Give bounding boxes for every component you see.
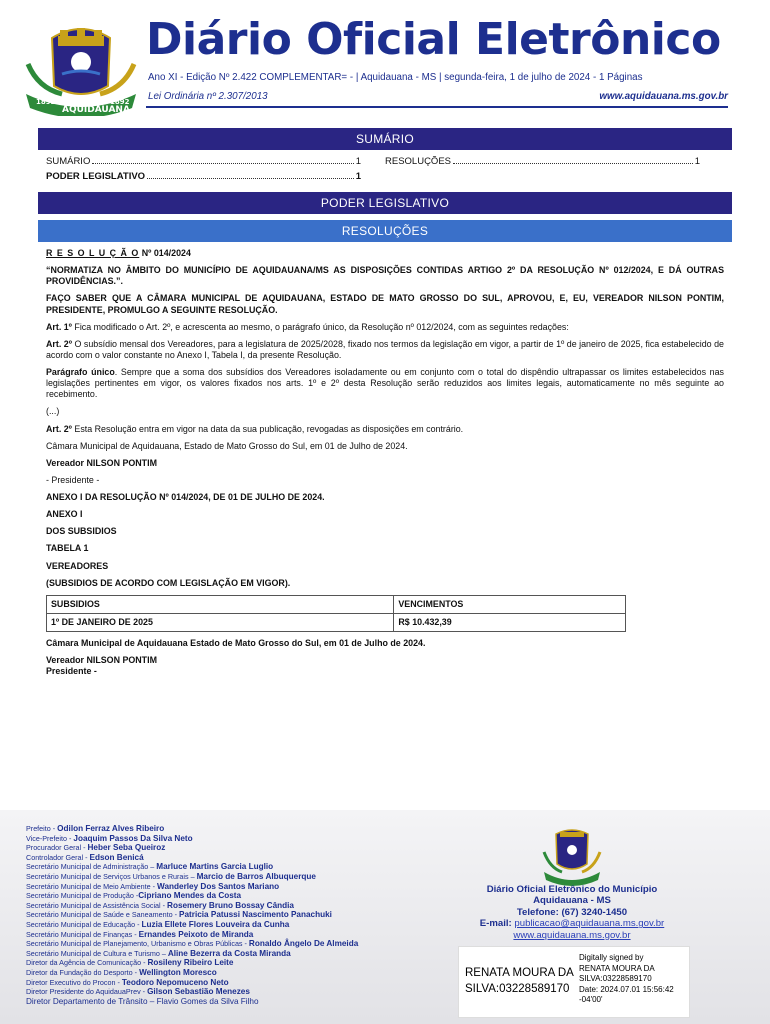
official-role: Diretor da Agência de Comunicação - (26, 958, 148, 968)
article-2: Art. 2º O subsídio mensal dos Vereadores, para a legislatura de 2025/2028, fixado nos termos da legislação em vigor, a partir de 1º de janeiro de 2025, fica estabelecido de acordo com o valor constante no Anexo I, Tabela I, da presente Resolução. (46, 338, 724, 360)
email-link[interactable]: publicacao@aquidauana.ms.gov.br (514, 918, 665, 930)
signer-name: Vereador NILSON PONTIM (46, 457, 157, 468)
table-header-cell: VENCIMENTOS (394, 595, 626, 613)
svg-text:1892: 1892 (36, 98, 56, 106)
header (0, 0, 770, 120)
official-row-last: Diretor Departamento de Trânsito – Flavio Gomes da Silva Filho (26, 996, 259, 1006)
main-content (38, 128, 732, 683)
toc-leader (92, 163, 353, 164)
contact-block (462, 884, 682, 941)
municipal-crest-logo (22, 24, 140, 116)
toc-right-column (385, 156, 724, 186)
resolution-preamble: FAÇO SABER QUE A CÂMARA MUNICIPAL DE AQUIDAUANA, ESTADO DE MATO GROSSO DO SUL, APROVOU, E, EU, VEREADOR NILSON PONTIM, PRESIDENTE, PROMULGO A SEGUINTE RESOLUÇÃO. (46, 293, 724, 315)
subsection-heading: RESOLUÇÕES (38, 220, 732, 242)
dos-subsidios: DOS SUBSIDIOS (46, 526, 117, 537)
officials-list (26, 824, 358, 1006)
signature-details: Digitally signed by RENATA MOURA DA SILVA:03228589170 Date: 2024.07.01 15:56:42 -04'00' (579, 953, 674, 1004)
official-role: Secretário Municipal de Produção - (26, 891, 139, 901)
paragrafo-unico: Parágrafo único. Sempre que a soma dos subsídios dos Vereadores isoladamente ou em conjunto com o total do dispêndio ultrapassar os limites estabelecidos nas legislações pertinentes em vigor, os valores fixados nos arts. 1º e 2º desta Resolução serão reduzidos aos limites legais, automaticamente no mês seguinte ao recebimento. (46, 367, 724, 400)
official-row (26, 824, 358, 834)
official-row (26, 853, 358, 863)
official-row (26, 882, 358, 892)
official-role: Secretário Municipal de Administração – (26, 862, 157, 872)
svg-text:1892: 1892 (110, 98, 130, 106)
official-name: Wellington Moresco (139, 967, 217, 977)
official-row (26, 834, 358, 844)
official-name: Odilon Ferraz Alves Ribeiro (57, 824, 165, 833)
footer-site-link[interactable]: www.aquidauana.ms.gov.br (513, 929, 631, 941)
official-name: Rosemery Bruno Bossay Cândia (167, 900, 294, 910)
official-name: Heber Seba Queiroz (87, 843, 166, 853)
place-date-2: Câmara Municipal de Aquidauana Estado de Mato Grosso do Sul, em 01 de Julho de 2024. (46, 638, 426, 648)
tabela-label: TABELA 1 (46, 543, 89, 554)
official-role: Secretário Municipal de Cultura e Turismo – (26, 948, 168, 958)
official-name: Marluce Martins Garcia Luglio (156, 862, 274, 872)
official-name: Rosileny Ribeiro Leite (147, 958, 234, 968)
toc-page: 1 (355, 171, 361, 182)
official-name: Teodoro Nepomuceno Neto (121, 977, 229, 987)
resolution-id: R E S O L U Ç Ã O Nº 014/2024 (46, 248, 191, 258)
official-row (26, 939, 358, 949)
table-cell: R$ 10.432,39 (394, 613, 626, 631)
toc-leader (453, 163, 693, 164)
toc-entry-sumario[interactable] (46, 156, 361, 167)
official-role: Diretor Executivo do Procon - (26, 977, 122, 987)
ellipsis: (...) (46, 406, 60, 417)
official-row (26, 978, 358, 988)
header-divider (146, 106, 728, 108)
contact-city: Aquidauana - MS (533, 895, 611, 907)
official-role: Procurador Geral - (26, 843, 88, 853)
table-row (47, 613, 626, 631)
toc-label: SUMÁRIO (46, 156, 91, 167)
official-role: Vice-Prefeito - (26, 833, 74, 843)
subsidios-note: (SUBSIDIOS DE ACORDO COM LEGISLAÇÃO EM VIGOR). (46, 577, 291, 588)
official-name: Gilson Sebastião Menezes (147, 987, 250, 997)
page-title: Diário Oficial Eletrônico (146, 14, 721, 65)
table-cell: 1º DE JANEIRO DE 2025 (47, 613, 394, 631)
official-name: Wanderley Dos Santos Mariano (157, 881, 280, 891)
table-header-cell: SUBSIDIOS (47, 595, 394, 613)
toc-entry-resolucoes[interactable] (385, 156, 700, 167)
official-role: Secretário Municipal de Planejamento, Urbanismo e Obras Públicas - (26, 939, 249, 949)
official-row (26, 930, 358, 940)
article-1: Art. 1º Fica modificado o Art. 2º, e acrescenta ao mesmo, o parágrafo único, da Resolução nº 012/2024, com as seguintes redações: (46, 321, 569, 332)
official-role: Secretário Municipal de Meio Ambiente - (26, 881, 158, 891)
table-of-contents (38, 156, 732, 186)
official-name: Aline Bezerra da Costa Miranda (167, 948, 291, 958)
official-row (26, 968, 358, 978)
lei-reference: Lei Ordinária nº 2.307/2013 (148, 91, 268, 102)
digital-signature (458, 946, 690, 1018)
signer-role-2: Presidente - (46, 666, 97, 677)
signature-name: RENATA MOURA DA SILVA:03228589170 (465, 967, 574, 995)
official-role: Secretário Municipal de Finanças - (26, 929, 139, 939)
official-row (26, 920, 358, 930)
official-row (26, 958, 358, 968)
anexo-label: ANEXO I (46, 509, 83, 520)
toc-left-column (46, 156, 385, 186)
official-name: Luzia Ellete Flores Louveira da Cunha (141, 919, 290, 929)
footer-crest-logo (540, 826, 604, 888)
official-role: Diretor Presidente do AquidauaPrev - (26, 987, 148, 997)
official-role: Diretor da Fundação do Desporto - (26, 967, 140, 977)
section-heading: PODER LEGISLATIVO (38, 192, 732, 214)
official-row (26, 891, 358, 901)
official-role: Secretário Municipal de Saúde e Saneamento - (26, 910, 180, 920)
site-link[interactable]: www.aquidauana.ms.gov.br (599, 91, 728, 102)
contact-phone: Telefone: (67) 3240-1450 (516, 906, 628, 918)
contact-email-line: E-mail: publicacao@aquidauana.ms.gov.br (479, 918, 665, 930)
subsidios-table (46, 595, 626, 632)
footer (0, 810, 770, 1024)
official-row (26, 949, 358, 959)
signer-name-2: Vereador NILSON PONTIM (46, 655, 157, 666)
official-role: Secretário Municipal de Serviços Urbanos e Rurais – (26, 871, 197, 881)
article-2-vigor: Art. 2º Esta Resolução entra em vigor na data da sua publicação, revogadas as disposições em contrário. (46, 423, 464, 434)
official-name: Marcio de Barros Albuquerque (196, 871, 316, 881)
resolution-ementa: “NORMATIZA NO ÂMBITO DO MUNICÍPIO DE AQUIDAUANA/MS AS DISPOSIÇÕES CONTIDAS ARTIGO 2º DA RESOLUÇÃO Nº 012/2024, E DÁ OUTRAS PROVIDÊNCIAS.”. (46, 265, 724, 287)
official-row (26, 843, 358, 853)
official-name: Patricia Patussi Nascimento Panachuki (179, 910, 332, 920)
official-role: Secretário Municipal de Assistência Social - (26, 900, 168, 910)
table-header-row (47, 595, 626, 613)
toc-page: 1 (694, 156, 700, 167)
place-date: Câmara Municipal de Aquidauana, Estado de Mato Grosso do Sul, em 01 de Julho de 2024. (46, 440, 408, 451)
resolution-document (38, 248, 732, 677)
official-name: Ronaldo Ângelo De Almeida (248, 939, 359, 949)
anexo-title: ANEXO I DA RESOLUÇÃO Nº 014/2024, DE 01 DE JULHO DE 2024. (46, 492, 325, 502)
official-name: Ernandes Peixoto de Miranda (138, 929, 254, 939)
sumario-heading: SUMÁRIO (38, 128, 732, 150)
official-name: Joaquim Passos Da Silva Neto (73, 833, 193, 843)
official-name: Edson Benicá (89, 852, 144, 862)
contact-org: Diário Oficial Eletrônico do Município (486, 884, 658, 895)
official-name: Cipriano Mendes da Costa (138, 891, 242, 901)
official-role: Secretário Municipal de Educação - (26, 919, 142, 929)
toc-entry-poder-legislativo[interactable] (46, 171, 361, 182)
toc-label: RESOLUÇÕES (385, 156, 451, 167)
toc-leader (147, 178, 354, 179)
official-row (26, 862, 358, 872)
toc-page: 1 (355, 156, 361, 167)
official-row (26, 901, 358, 911)
vereadores-label: VEREADORES (46, 560, 109, 571)
official-role: Controlador Geral - (26, 852, 90, 862)
signer-role: - Presidente - (46, 474, 100, 485)
toc-label: PODER LEGISLATIVO (46, 171, 146, 182)
svg-text:AQUIDAUANA: AQUIDAUANA (62, 105, 130, 115)
official-row (26, 872, 358, 882)
official-role: Prefeito - (26, 824, 58, 833)
edition-info: Ano XI - Edição Nº 2.422 COMPLEMENTAR= - | Aquidauana - MS | segunda-feira, 1 de julho de 2024 - 1 Páginas (148, 72, 643, 83)
official-row (26, 987, 358, 997)
official-row (26, 910, 358, 920)
